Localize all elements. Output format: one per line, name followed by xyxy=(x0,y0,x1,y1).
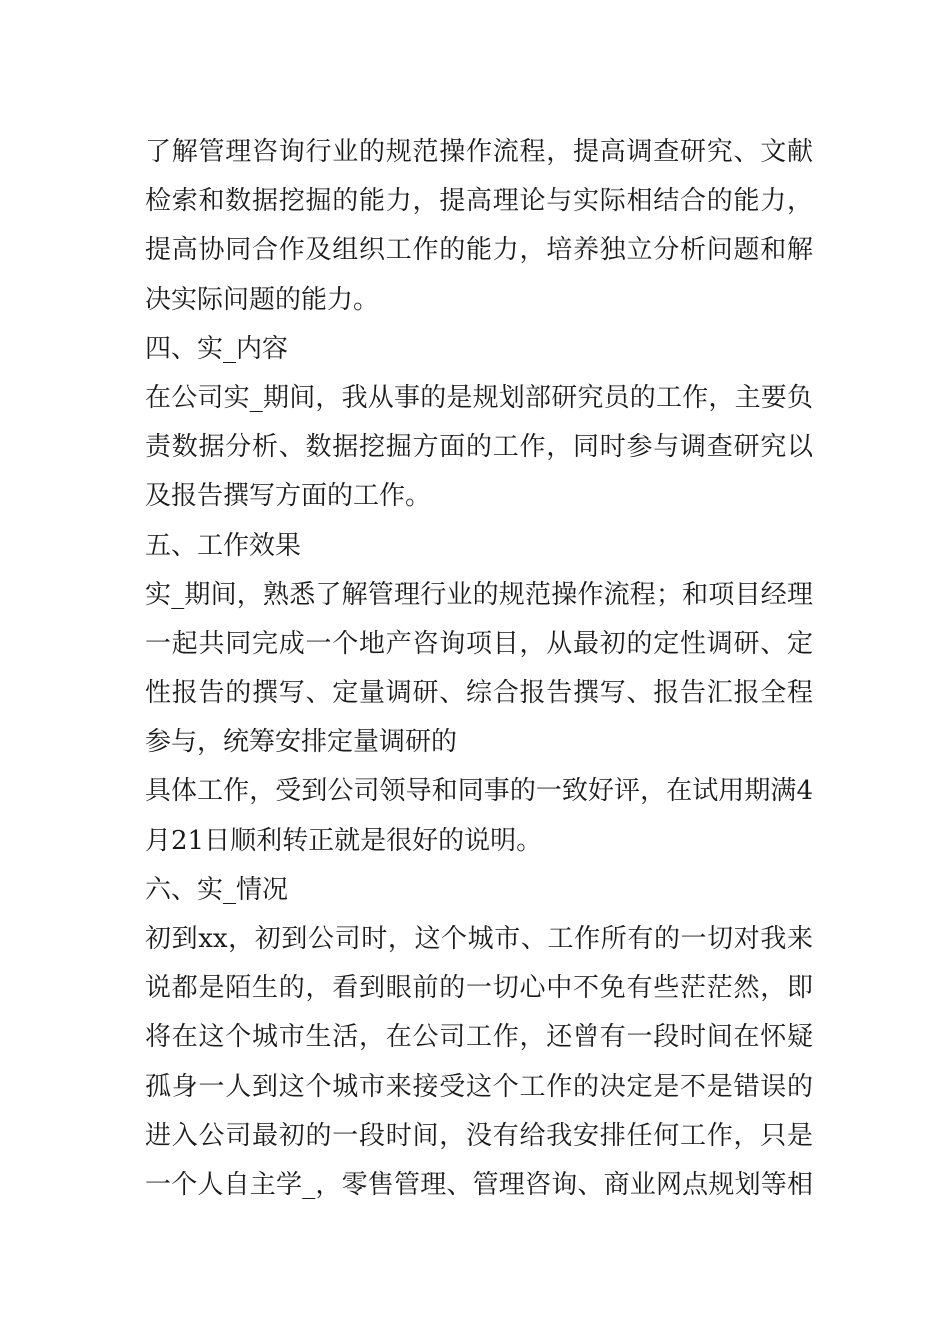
text-line: 及报告撰写方面的工作。 xyxy=(145,481,432,512)
text-line: 月21日顺利转正就是很好的说明。 xyxy=(145,825,543,856)
text-line: 一起共同完成一个地产咨询项目，从最初的定性调研、定 xyxy=(145,628,813,659)
text-line: 性报告的撰写、定量调研、综合报告撰写、报告汇报全程 xyxy=(145,678,813,709)
text-line: 具体工作，受到公司领导和同事的一致好评，在试用期满4 xyxy=(145,776,813,807)
document-page xyxy=(145,128,813,1210)
text-line: 参与，统筹安排定量调研的 xyxy=(145,727,458,758)
text-line: 初到xx，初到公司时，这个城市、工作所有的一切对我来 xyxy=(145,924,813,954)
text-line: 责数据分析、数据挖掘方面的工作，同时参与调查研究以 xyxy=(145,432,813,463)
text-line: 决实际问题的能力。 xyxy=(145,284,380,315)
text-line: 将在这个城市生活，在公司工作，还曾有一段时间在怀疑 xyxy=(145,1022,813,1053)
text-line: 了解管理咨询行业的规范操作流程，提高调查研究、文献 xyxy=(145,137,813,167)
section-heading: 六、实_情况 xyxy=(145,874,289,905)
text-line: 一个人自主学_，零售管理、管理咨询、商业网点规划等相 xyxy=(145,1169,813,1200)
text-line: 实_期间，熟悉了解管理行业的规范操作流程；和项目经理 xyxy=(145,579,813,610)
section-heading: 五、工作效果 xyxy=(145,530,302,561)
text-line: 提高协同合作及组织工作的能力，培养独立分析问题和解 xyxy=(145,235,813,266)
text-line: 孤身一人到这个城市来接受这个工作的决定是不是错误的 xyxy=(145,1071,813,1102)
section-heading: 四、实_内容 xyxy=(145,333,289,364)
text-line: 说都是陌生的，看到眼前的一切心中不免有些茫茫然，即 xyxy=(145,973,813,1004)
text-line: 在公司实_期间，我从事的是规划部研究员的工作，主要负 xyxy=(145,382,813,413)
text-line: 进入公司最初的一段时间，没有给我安排任何工作，只是 xyxy=(145,1120,813,1151)
text-line: 检索和数据挖掘的能力，提高理论与实际相结合的能力， xyxy=(145,186,813,217)
